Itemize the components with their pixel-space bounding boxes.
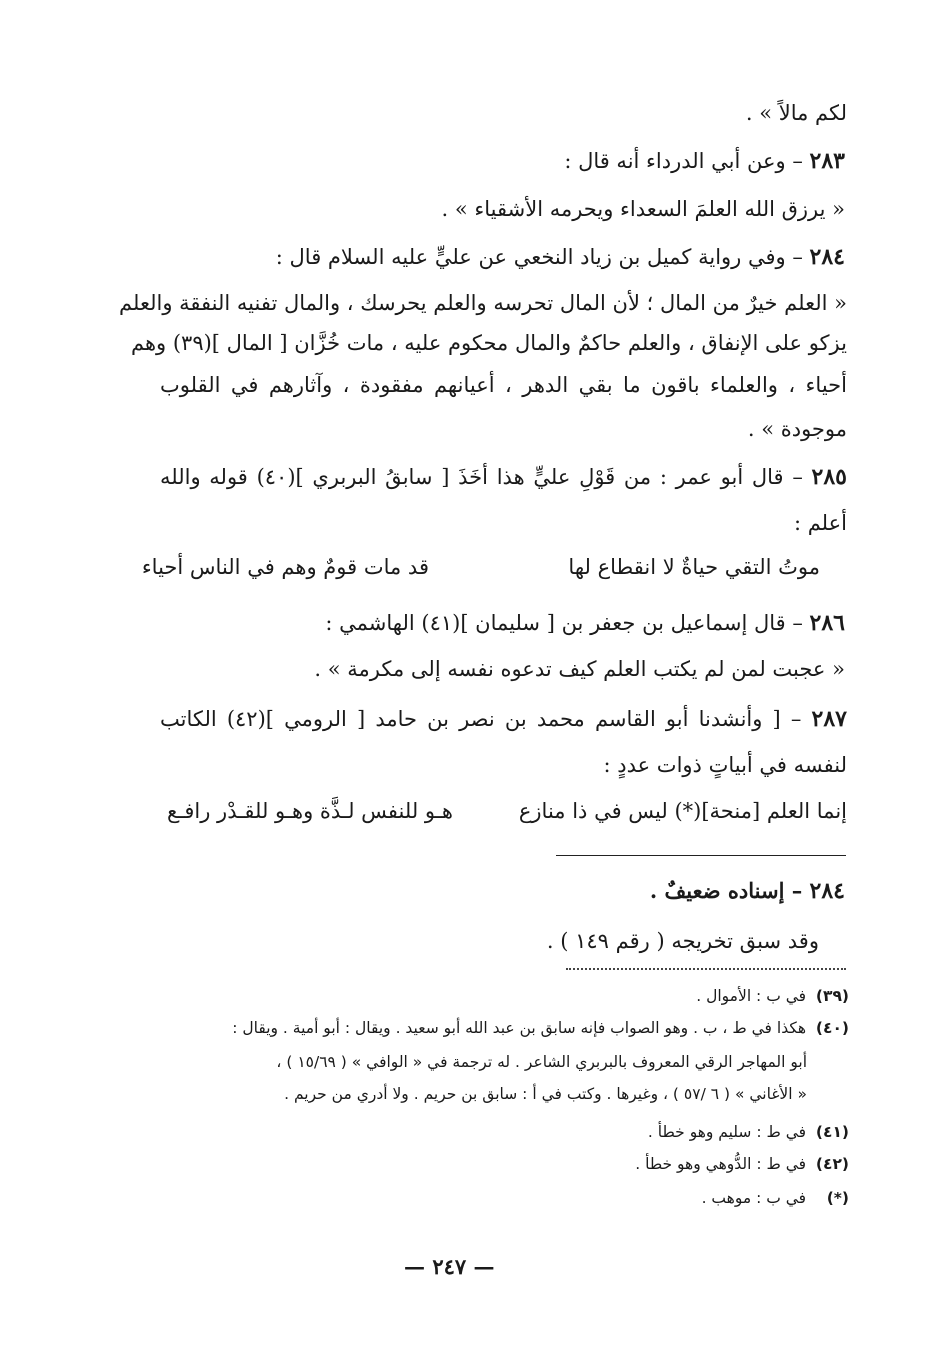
entry-number: ٢٨٣ [809,148,845,174]
footnote-39 [696,984,849,1008]
takhrij-284-heading [650,876,845,906]
footnote-40 [232,1016,849,1040]
entry-286-heading [325,608,845,638]
footnote-label: (*) [826,1189,849,1207]
text-line: لكم مالاً » . [745,101,847,125]
quote-286: « عجبت لمن لم يكتب العلم كيف تدعوه نفسه إلى مكرمة » . [314,657,845,681]
entry-number: ٢٨٧ [811,706,847,732]
entry-number: ٢٨٦ [809,610,845,636]
entry-text: – قال أبو عمر : من قَوْلِ عليٍّ هذا أخَذَ [ سابقُ البربري ](٤٠) قوله والله [160,465,812,489]
paragraph-line: لنفسه في أبياتٍ ذوات عددٍ : [603,753,847,777]
footnote-41 [648,1120,849,1144]
entry-text: – وعن أبي الدرداء أنه قال : [564,149,810,173]
footnote-label: (٣٩) [815,987,849,1005]
entry-285-heading [160,462,847,492]
entry-283-heading [564,146,845,176]
entry-284-heading [276,242,845,272]
footnote-42 [635,1152,849,1176]
entry-number: ٢٨٤ [809,878,845,904]
footnote-label: (٤١) [815,1123,849,1141]
footnote-text: في ب : الأموال . [696,987,807,1005]
paragraph-line: يزكو على الإنفاق ، والعلم حاكمٌ والمال محكوم عليه ، مات خُزَّان [ المال ](٣٩) وهم [130,331,847,355]
footnote-text: في ب : موهب . [701,1189,807,1207]
entry-text: – إسناده ضعيفٌ . [649,878,810,903]
footnote-text: هكذا في ط ، ب . وهو الصواب فإنه سابق بن عبد الله أبو سعيد . ويقال : أبو أمية . ويقال : [232,1019,807,1037]
footnote-text: في ط : سليم وهو خطأ . [647,1123,807,1141]
entry-number: ٢٨٤ [809,244,845,270]
footnote-star [702,1186,849,1210]
entry-text: – قال إسماعيل بن جعفر بن [ سليمان ](٤١) الهاشمي : [325,611,810,635]
paragraph-line: أعلم : [793,511,847,535]
paragraph-line: أحياء ، والعلماء باقون ما بقي الدهر ، أعيانهم مفقودة ، وآثارهم في القلوب [160,373,847,397]
entry-text: – وفي رواية كميل بن زياد النخعي عن عليٍّ عليه السلام قال : [275,245,810,269]
verse-2-first-hemistich: إنما العلم [منحة](*) ليس في ذا منازع [518,799,847,823]
footnote-label: (٤٢) [815,1155,849,1173]
quote-283: « يرزق الله العلمَ السعداء ويحرمه الأشقياء » . [441,197,845,221]
entry-text: – [ وأنشدنا أبو القاسم محمد بن نصر بن حامد [ الرومي ](٤٢) الكاتب [160,707,812,731]
verse-1-first-hemistich: موتُ التقي حياةٌ لا انقطاع لها [568,555,820,579]
paragraph-line: موجودة » . [747,417,847,441]
verse-1-second-hemistich: قد مات قومٌ وهم في الناس أحياء [141,555,429,579]
paragraph-line: « العلم خيرٌ من المال ؛ لأن المال تحرسه والعلم يحرسك ، والمال تفنيه النفقة والعلم [119,291,847,315]
verse-2-second-hemistich: هـو للنفس لـذَّة وهـو للقـدْر رافـع [167,799,453,823]
footnote-label: (٤٠) [815,1019,849,1037]
takhrij-284-text: وقد سبق تخريجه ( رقم ١٤٩ ) . [546,929,819,953]
footnote-40-line-3: « الأغاني » ( ٦ /٥٧ ) ، وغيرها . وكتب في أ : سابق بن حريم . ولا أدري من حريم . [284,1085,807,1103]
entry-number: ٢٨٥ [811,464,847,490]
entry-287-heading [160,704,847,734]
footnote-40-line-2: أبو المهاجر الرقي المعروف بالبربري الشاعر . له ترجمة في « الوافي » ( ١٥/٦٩ ) ، [276,1053,807,1071]
page-number: — ٢٤٧ — [404,1254,495,1279]
footnote-separator [566,968,846,970]
footnote-text: في ط : الدُّوهي وهو خطأ . [635,1155,807,1173]
section-divider [556,855,846,856]
